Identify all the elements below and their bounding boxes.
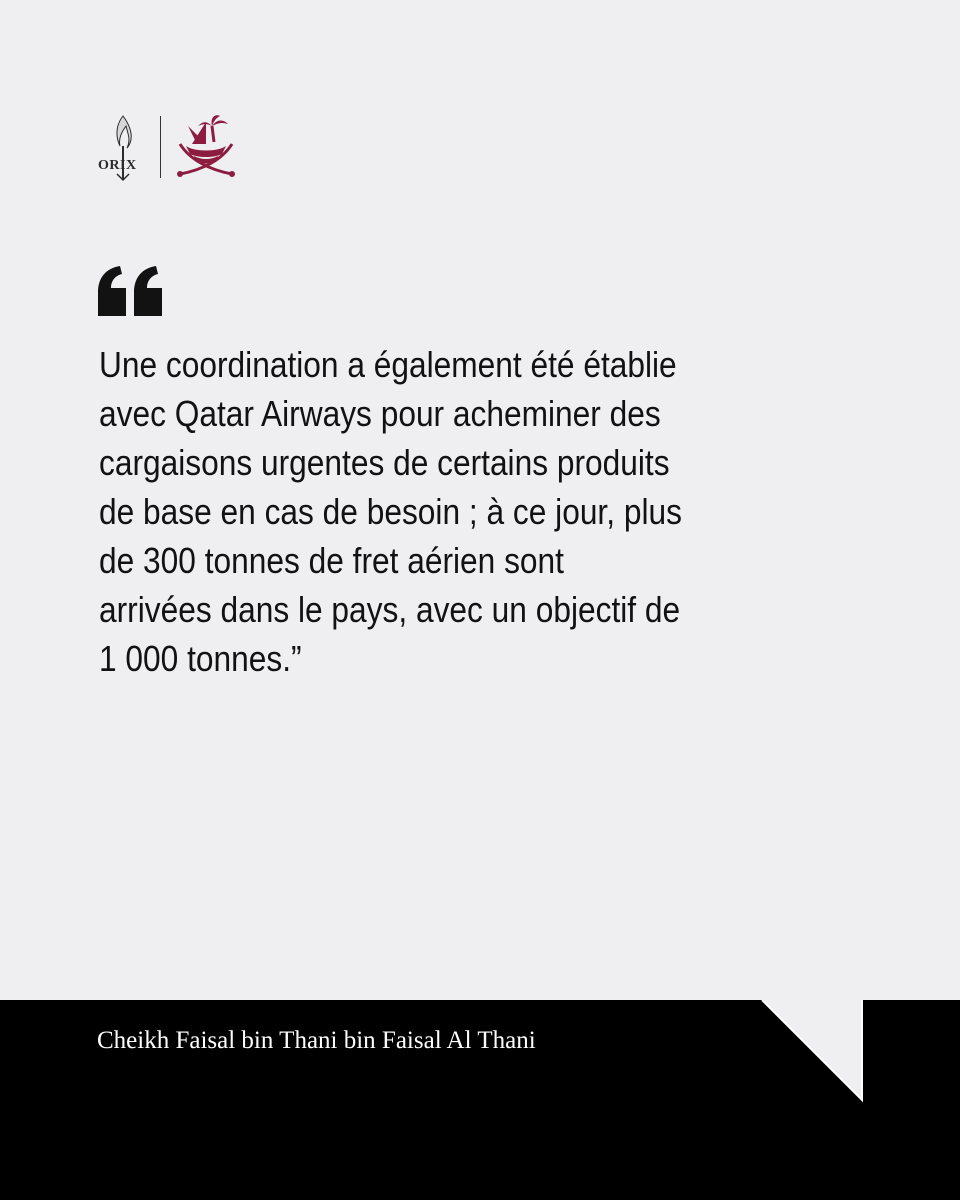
quote-mark-icon	[98, 266, 164, 316]
emblem-icon	[174, 112, 238, 180]
orix-logo-text: ORIX	[98, 158, 137, 173]
orix-logo	[96, 112, 150, 184]
quote-text: Une coordination a également été établie avec Qatar Airways pour acheminer des cargaisons urgentes de certains produits de base en cas de besoin ; à ce jour, plus de 300 tonnes de fret aérien sont arrivées dans le pays, avec un objectif de 1 000 tonnes.”	[99, 344, 682, 679]
author-name: Cheikh Faisal bin Thani bin Faisal Al Thani	[97, 1027, 536, 1054]
qatar-emblem	[174, 112, 238, 180]
logo-divider	[160, 116, 161, 178]
footer-bar	[0, 1000, 960, 1200]
